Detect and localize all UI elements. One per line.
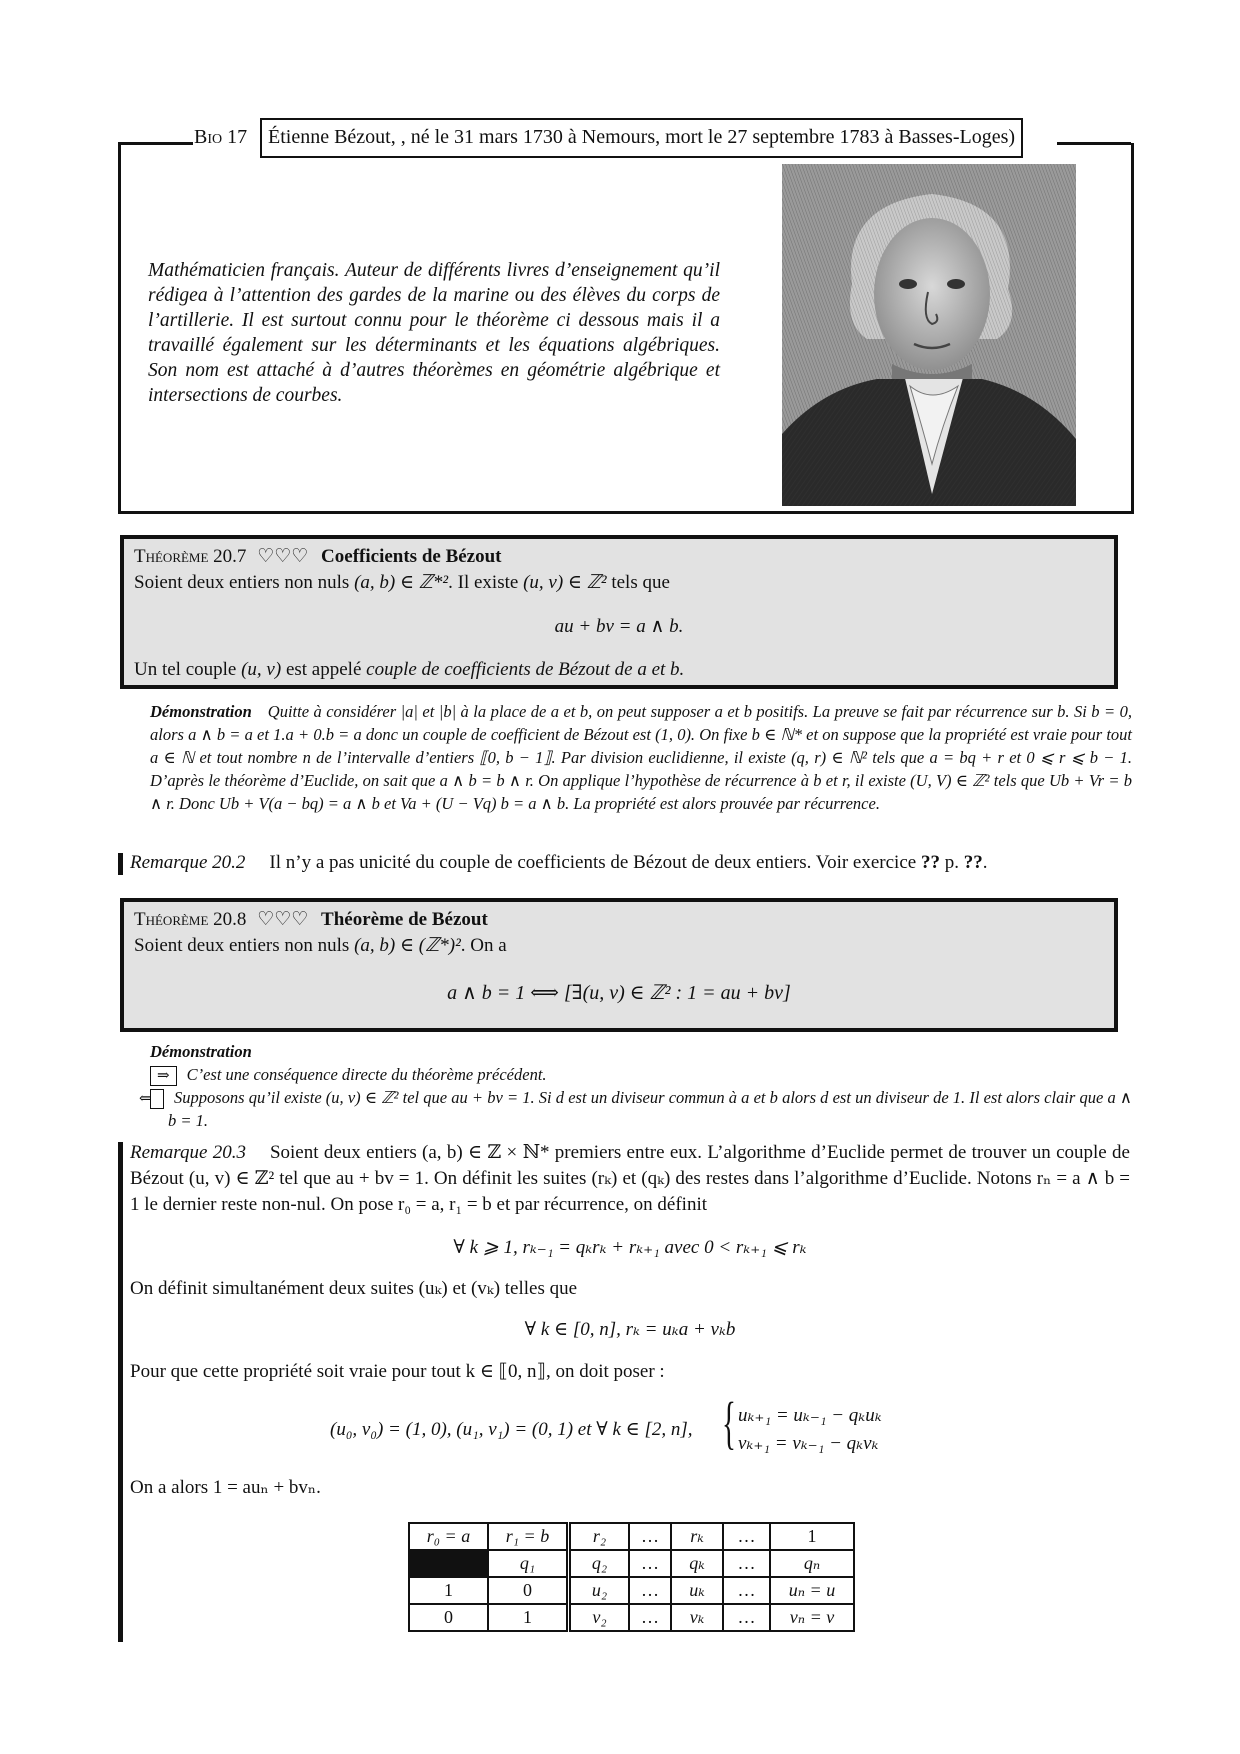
theorem-text: est appelé (281, 659, 367, 680)
table-cell: … (629, 1550, 671, 1577)
table-cell: qₙ (770, 1550, 854, 1577)
table-cell: r₀ = a (409, 1523, 488, 1550)
demonstration-line: Supposons qu’il existe (u, v) ∈ ℤ² tel que au + bv = 1. Si d est un diviseur commun à a et b alors d est un diviseur de 1. Il est alors clair que a ∧ b = 1. (168, 1088, 1132, 1130)
remark-text: Soient deux entiers (a, b) ∈ ℤ × ℕ* premiers entre eux. L’algorithme d’Euclide permet de trouver un couple de Bézout (u, v) ∈ ℤ² tel que au + bv = 1. On définit les suites (rₖ) et (qₖ) des restes dans l’algorithme d’Euclide. Notons rₙ = a ∧ b = 1 le dernier reste non-nul. On pose r₀ = a, r₁ = b et par récurrence, on définit (130, 1142, 1130, 1215)
table-cell: … (629, 1577, 671, 1604)
table-cell: v₂ (569, 1604, 630, 1631)
remark-equation-3-top: uₖ₊₁ = uₖ₋₁ − qₖuₖ (738, 1405, 882, 1426)
theorem-math: (u, v) (241, 659, 282, 680)
remark-bar (118, 853, 123, 875)
bio-label: Bio 17 (194, 126, 248, 148)
theorem-name: Théorème de Bézout (321, 909, 488, 930)
demonstration-line: C’est une conséquence directe du théorème précédent. (186, 1065, 547, 1084)
theorem-text: Un tel couple (134, 659, 242, 680)
table-cell: … (723, 1604, 770, 1631)
theorem-equation: a ∧ b = 1 ⟺ [∃(u, v) ∈ ℤ² : 1 = au + bv] (447, 982, 791, 1004)
demonstration-2 (139, 1040, 1132, 1132)
table-cell: r₁ = b (488, 1523, 569, 1550)
remark-ref: ?? (963, 852, 983, 873)
theorem-hearts: ♡♡♡ (257, 546, 309, 567)
table-cell: rₖ (671, 1523, 723, 1550)
table-cell: 1 (770, 1523, 854, 1550)
table-cell: … (629, 1523, 671, 1550)
left-brace-icon: { (722, 1390, 736, 1455)
demonstration-1 (150, 700, 1132, 815)
remark-20-3-para1 (130, 1140, 1130, 1218)
table-row (409, 1523, 854, 1550)
table-cell: 1 (488, 1604, 569, 1631)
theorem-math: (a, b) ∈ ℤ*² (354, 572, 449, 593)
theorem-hearts: ♡♡♡ (257, 909, 309, 930)
table-cell: 1 (409, 1577, 488, 1604)
implied-by-arrow-icon: ⇐ (150, 1089, 164, 1109)
theorem-name: Coefficients de Bézout (321, 546, 502, 567)
theorem-label: Théorème 20.8 (134, 909, 247, 930)
table-cell: … (723, 1550, 770, 1577)
bio-frame-top-right (1057, 142, 1131, 145)
remark-equation-3-left: (u₀, v₀) = (1, 0), (u₁, v₁) = (0, 1) et ∀ k ∈ [2, n], (330, 1419, 693, 1440)
bio-title: Étienne Bézout, , né le 31 mars 1730 à Nemours, mort le 27 septembre 1783 à Basses-Loges) (260, 118, 1023, 158)
theorem-text: tels que (606, 572, 670, 593)
table-cell: vₖ (671, 1604, 723, 1631)
table-row (409, 1604, 854, 1631)
remark-equation-3-bottom: vₖ₊₁ = vₖ₋₁ − qₖvₖ (738, 1433, 879, 1454)
remark-20-2 (130, 852, 987, 874)
remark-label: Remarque 20.3 (130, 1142, 246, 1163)
theorem-math: (u, v) ∈ ℤ² (523, 572, 607, 593)
table-cell: r₂ (569, 1523, 630, 1550)
table-cell: q₁ (488, 1550, 569, 1577)
table-row (409, 1550, 854, 1577)
remark-text: Il n’y a pas unicité du couple de coefficients de Bézout de deux entiers. Voir exercice (269, 852, 921, 873)
table-row (409, 1577, 854, 1604)
remark-text-2: On définit simultanément deux suites (uₖ) et (vₖ) telles que (130, 1278, 578, 1299)
theorem-definition: couple de coefficients de Bézout de a et b. (366, 659, 685, 680)
remark-ref: ?? (920, 852, 940, 873)
remark-text: . (982, 852, 988, 873)
theorem-text: . Il existe (448, 572, 524, 593)
theorem-text: . On a (460, 935, 507, 956)
table-cell: 0 (488, 1577, 569, 1604)
demonstration-title: Démonstration (150, 1042, 252, 1061)
euclid-table (408, 1522, 855, 1632)
engraved-portrait-icon (782, 164, 1076, 506)
table-cell: vₙ = v (770, 1604, 854, 1631)
bio-frame-top-left (118, 142, 193, 145)
theorem-math: (a, b) ∈ (ℤ*)² (354, 935, 461, 956)
theorem-equation: au + bv = a ∧ b. (554, 616, 684, 637)
theorem-label: Théorème 20.7 (134, 546, 247, 567)
table-cell: qₖ (671, 1550, 723, 1577)
table-cell: uₙ = u (770, 1577, 854, 1604)
table-cell-empty (409, 1550, 488, 1577)
remark-text: p. (939, 852, 964, 873)
remark-bar (118, 1142, 123, 1642)
remark-text-3: Pour que cette propriété soit vraie pour tout k ∈ ⟦0, n⟧, on doit poser : (130, 1361, 665, 1382)
demonstration-title: Démonstration (150, 702, 252, 721)
table-cell: 0 (409, 1604, 488, 1631)
table-cell: … (723, 1523, 770, 1550)
remark-text-4: On a alors 1 = auₙ + bvₙ. (130, 1477, 321, 1498)
bio-text: Mathématicien français. Auteur de différents livres d’enseignement qu’il rédigea à l’attention des gardes de la marine ou des élèves du corps de l’artillerie. Il est surtout connu pour le théorème ci dessous mais il a travaillé également sur les déterminants et les équations algébriques. Son nom est attaché à d’autres théorèmes en géométrie algébrique et intersections de courbes. (148, 260, 720, 406)
remark-label: Remarque 20.2 (130, 852, 246, 873)
theorem-box-bezout-coefficients (120, 535, 1118, 689)
demonstration-body: Quitte à considérer |a| et |b| à la place de a et b, on peut supposer a et b positifs. La preuve se fait par récurrence sur b. Si b = 0, alors a ∧ b = a et 1.a + 0.b = a donc un couple de coefficient de Bézout est (1, 0). On fixe b ∈ ℕ* et on suppose que la propriété est vraie pour tout a ∈ ℕ et tout nombre n de l’intervalle d’entiers ⟦0, b − 1⟧. Par division euclidienne, il existe (q, r) ∈ ℕ² tels que a = bq + r et 0 ⩽ r ⩽ b − 1. D’après le théorème d’Euclide, on sait que a ∧ b = b ∧ r. On applique l’hypothèse de récurrence à b et r, il existe (U, V) ∈ ℤ² tels que Ub + Vr = b ∧ r. Donc Ub + V(a − bq) = a ∧ b et Va + (U − Vq) b = a ∧ b. La propriété est alors prouvée par récurrence. (150, 702, 1132, 813)
table-cell: … (723, 1577, 770, 1604)
theorem-text: Soient deux entiers non nuls (134, 572, 355, 593)
implies-arrow-icon: ⇒ (150, 1066, 177, 1086)
table-cell: q₂ (569, 1550, 630, 1577)
table-cell: … (629, 1604, 671, 1631)
theorem-text: Soient deux entiers non nuls (134, 935, 355, 956)
theorem-box-bezout (120, 898, 1118, 1032)
table-cell: u₂ (569, 1577, 630, 1604)
remark-equation-2: ∀ k ∈ [0, n], rₖ = uₖa + vₖb (524, 1319, 736, 1340)
remark-equation-1: ∀ k ⩾ 1, rₖ₋₁ = qₖrₖ + rₖ₊₁ avec 0 < rₖ₊₁ ⩽ rₖ (453, 1237, 807, 1258)
table-cell: uₖ (671, 1577, 723, 1604)
